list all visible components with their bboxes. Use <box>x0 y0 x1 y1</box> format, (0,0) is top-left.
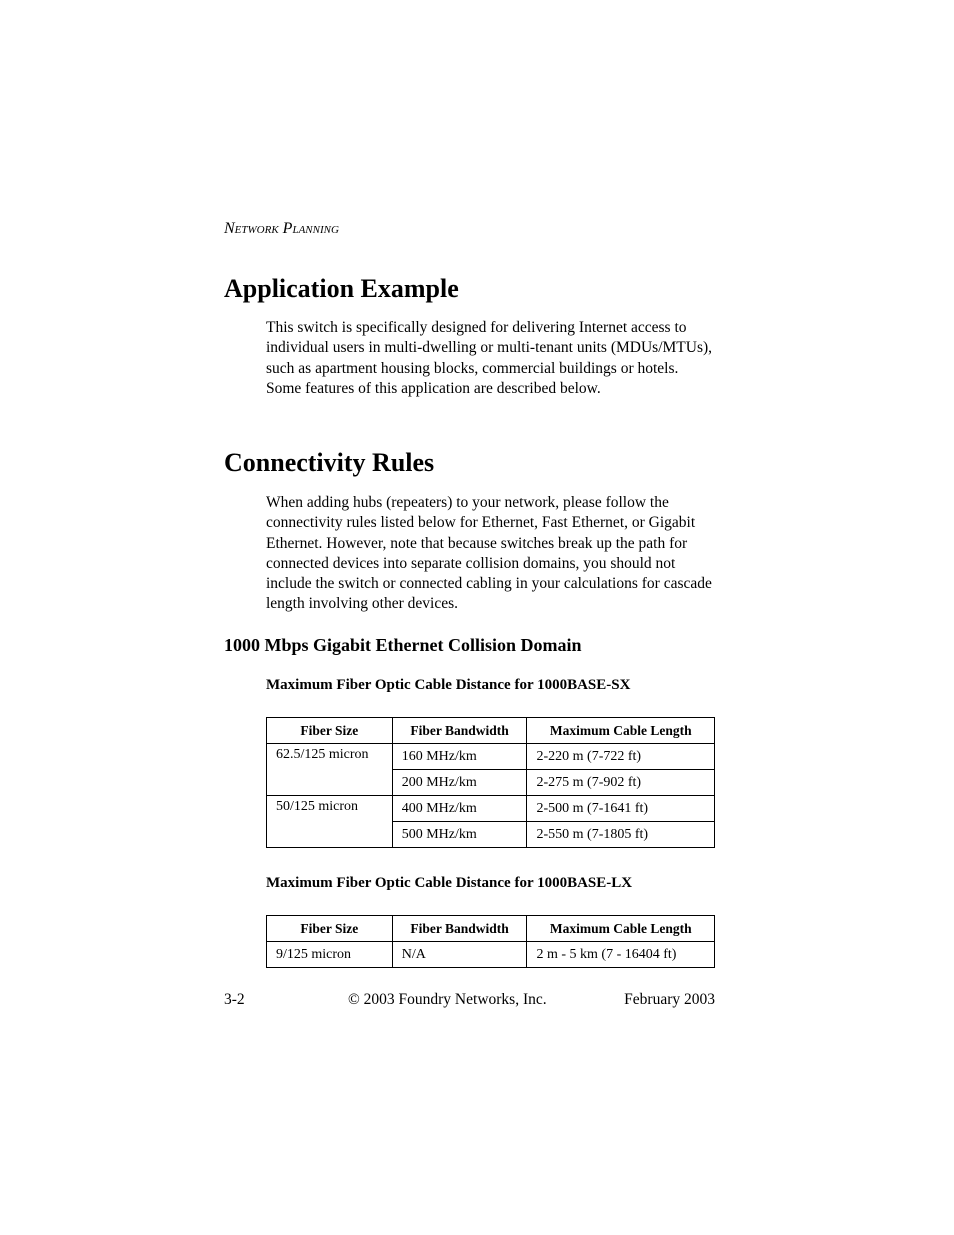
footer-copyright: © 2003 Foundry Networks, Inc. <box>348 991 547 1008</box>
running-header-word-network: ETWORK <box>234 224 279 236</box>
header-fiber-bandwidth: Fiber Bandwidth <box>392 718 527 744</box>
heading-connectivity-rules: Connectivity Rules <box>224 448 435 477</box>
caption-1000base-sx: Maximum Fiber Optic Cable Distance for 1000BASE-SX <box>266 677 631 693</box>
table-1000base-sx <box>266 717 715 848</box>
caption-1000base-lx: Maximum Fiber Optic Cable Distance for 1000BASE-LX <box>266 875 633 891</box>
header-fiber-size: Fiber Size <box>267 718 393 744</box>
running-header-initial-n: N <box>224 220 235 237</box>
cell-fiber-bandwidth: 200 MHz/km <box>392 770 527 796</box>
cell-fiber-size: 50/125 micron <box>267 796 393 848</box>
header-max-cable-length: Maximum Cable Length <box>527 718 715 744</box>
cell-fiber-bandwidth: N/A <box>392 942 527 968</box>
running-header-word-planning: LANNING <box>292 224 339 236</box>
footer-page-number: 3-2 <box>224 991 245 1008</box>
cell-max-cable-length: 2-500 m (7-1641 ft) <box>527 796 715 822</box>
cell-fiber-bandwidth: 160 MHz/km <box>392 744 527 770</box>
table-row <box>267 796 715 822</box>
cell-fiber-size: 62.5/125 micron <box>267 744 393 796</box>
table-row <box>267 744 715 770</box>
running-header <box>224 220 339 238</box>
table-header-row <box>267 718 715 744</box>
cell-max-cable-length: 2 m - 5 km (7 - 16404 ft) <box>527 942 715 968</box>
cell-fiber-bandwidth: 400 MHz/km <box>392 796 527 822</box>
cell-max-cable-length: 2-220 m (7-722 ft) <box>527 744 715 770</box>
cell-fiber-bandwidth: 500 MHz/km <box>392 822 527 848</box>
heading-application-example: Application Example <box>224 274 459 303</box>
connectivity-rules-paragraph: When adding hubs (repeaters) to your network, please follow the connectivity rules listed below for Ethernet, Fast Ethernet, or Gigabit Ethernet. However, note that because switches break up the path for connected devices into separate collision domains, you should not include the switch or connected cabling in your calculations for cascade length involving other devices. <box>266 494 712 613</box>
header-fiber-bandwidth: Fiber Bandwidth <box>392 916 527 942</box>
table-header-row <box>267 916 715 942</box>
application-example-paragraph: This switch is specifically designed for delivering Internet access to individual users in multi-dwelling or multi-tenant units (MDUs/MTUs), such as apartment housing blocks, commercial buildings or hotels. Some features of this application are described below. <box>266 319 713 397</box>
header-max-cable-length: Maximum Cable Length <box>527 916 715 942</box>
table-row <box>267 942 715 968</box>
cell-max-cable-length: 2-550 m (7-1805 ft) <box>527 822 715 848</box>
cell-max-cable-length: 2-275 m (7-902 ft) <box>527 770 715 796</box>
running-header-initial-p: P <box>282 220 293 237</box>
table-1000base-lx <box>266 915 715 968</box>
footer-date: February 2003 <box>624 991 715 1008</box>
header-fiber-size: Fiber Size <box>267 916 393 942</box>
cell-fiber-size: 9/125 micron <box>267 942 393 968</box>
heading-gigabit-collision-domain: 1000 Mbps Gigabit Ethernet Collision Domain <box>224 635 582 655</box>
